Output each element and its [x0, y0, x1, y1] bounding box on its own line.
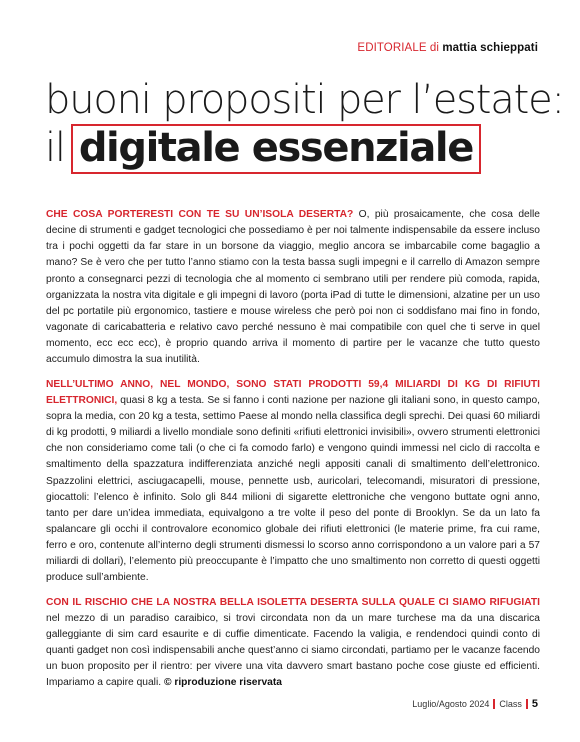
paragraph-2 [46, 377, 540, 587]
page-footer [412, 698, 538, 710]
magazine-name: Class [499, 699, 522, 709]
paragraph-1 [46, 207, 540, 369]
paragraph-lead: CHE COSA PORTERESTI CON TE SU UN’ISOLA DESERTA? [46, 209, 354, 220]
paragraph-text: quasi 8 kg a testa. Se si fanno i conti nazione per nazione gli italiani sono, in questo campo, sopra la media, con 20 kg a testa, settimo Paese al mondo nella classifica degli sprechi. Dei quasi 60 miliardi di kg prodotti, 9 miliardi a livello mondiale sono definiti «rifiuti elettronici invisibili», ovvero strumenti elettronici che non consideriamo come tali (o che ci fa comodo farlo) e vengono quindi immessi nel ciclo di raccolta e smaltimento della spazzatura indifferenziata anziché negli appositi canali di smaltimento dell’elettronico. Spazzolini elettrici, asciugacapelli, mouse, pennette usb, auricolari, telecomandi, misuratori di pressione, giocattoli: l’elenco è infinito. Solo gli 844 milioni di sigarette elettroniche che vengono buttate ogni anno, tanto per dare un’idea immediata, equivalgono a tre volte il peso del ponte di Brooklyn. Se da un lato fa spalancare gli occhi il controvalore economico globale dei rifiuti elettronici (le materie prime, fra cui rame, ferro e oro, contenute all’interno degli strumenti dismessi lo scorso anno corrispondono a un valore pari a 57 miliardi di dollari), l’elemento più preoccupante è l’impatto che uno smaltimento non corretto di questi oggetti produce sull’ambiente. [46, 394, 540, 584]
paragraph-text: nel mezzo di un paradiso caraibico, si trovi circondata non da un mare turchese ma da una discarica galleggiante di sim card esaurite e di cuffie dimenticate. Facendo la valigia, e rendendoci quindi conto di quanti gadget non così indispensabili anche quest’anno ci siamo circondati, partiamo per le vacanze facendo un buon proposito per il rientro: per vivere una vita davvero smart bastano poche cose giuste ed efficienti. Impariamo a capire quali. [46, 612, 540, 689]
issue-date: Luglio/Agosto 2024 [412, 699, 490, 709]
headline-prefix: il [45, 125, 65, 171]
author-name: mattia schieppati [442, 42, 538, 54]
paragraph-text: O, più prosaicamente, che cosa delle decine di strumenti e gadget tecnologici che possediamo è per noi talmente indispensabile da essere incluso tra i pochi oggetti da far stare in un borsone da viaggio, meglio ancora se imbarcabile come bagaglio a mano? Se è vero che per tutto l’anno stiamo con la testa bassa sugli impegni e il carrello di Amazon sempre pronto a consegnarci pezzi di tecnologia che al momento ci sembrano utili per rendere più comoda, rapida, organizzata la nostra vita digitale e gli impegni di lavoro (porta iPad di tutte le dimensioni, alzatine per un uso del pc portatile più ergonomico, tastiere e mouse wireless che però poi non ci soddisfano mai fino in fondo, vagonate di caricabatteria e relativo cavo perché nessuno è mai compatibile con quel che ti serve in quel momento, ecc ecc ecc), è proprio quando arriva il momento di partire per le vacanze che tutto questo accumulo dimostra la sua inutilità. [46, 209, 540, 366]
article-kicker [357, 42, 538, 54]
headline-line-2 [45, 124, 481, 174]
page-number: 5 [531, 698, 538, 710]
article-body [46, 207, 540, 700]
paragraph-lead: CON IL RISCHIO CHE LA NOSTRA BELLA ISOLETTA DESERTA SULLA QUALE CI SIAMO RIFUGIATI [46, 596, 540, 608]
paragraph-lead: NELL’ULTIMO ANNO, NEL MONDO, SONO STATI PRODOTTI 59,4 MILIARDI DI KG DI RIFIUTI ELETTRONICI, [46, 378, 540, 406]
section-label: EDITORIALE [357, 42, 427, 54]
headline-line-1: buoni propositi per l’estate: [45, 77, 564, 123]
footer-divider [493, 699, 495, 709]
headline-highlight: digitale essenziale [71, 124, 481, 174]
footer-divider [526, 699, 528, 709]
paragraph-3 [46, 595, 540, 692]
byline-preposition: di [429, 42, 440, 54]
copyright-notice: © riproduzione riservata [163, 677, 282, 689]
